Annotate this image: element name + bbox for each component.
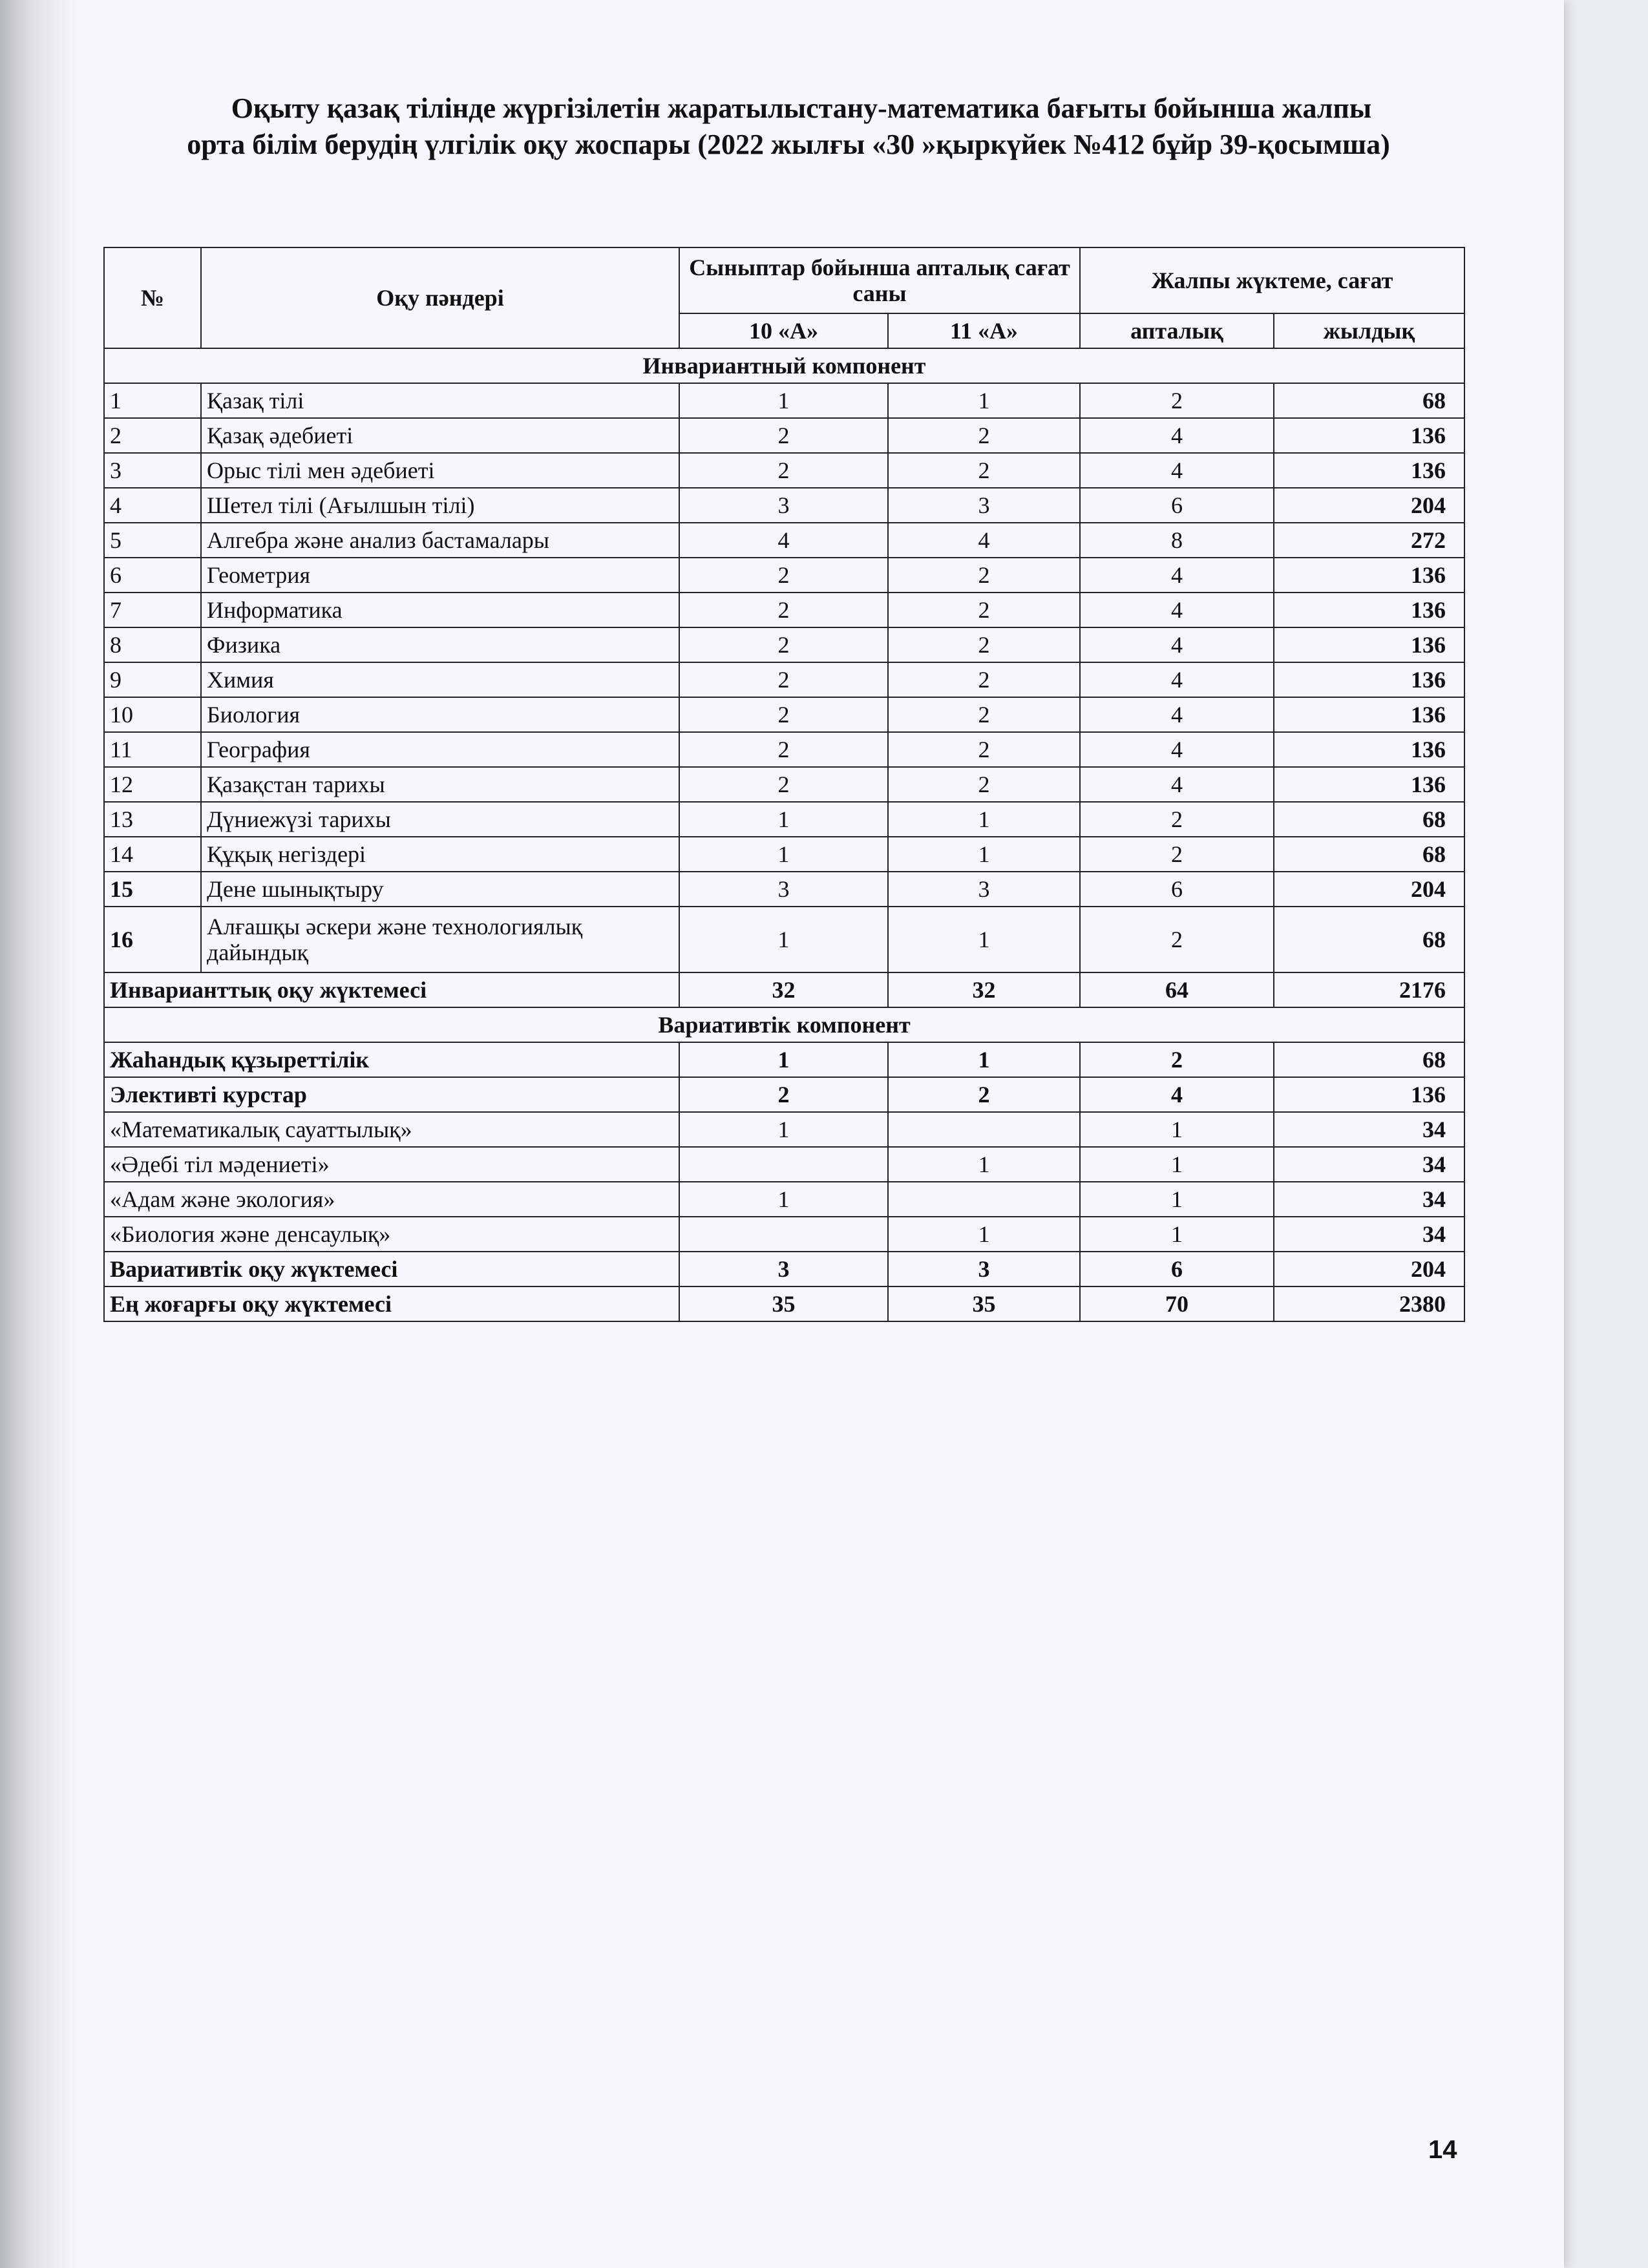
hours-weekly: 4 xyxy=(1080,558,1274,593)
hours-weekly: 1 xyxy=(1080,1182,1274,1217)
hours-yearly: 136 xyxy=(1274,627,1464,662)
row-number: 10 xyxy=(104,697,201,732)
hours-class-11: 4 xyxy=(888,523,1080,558)
hours-weekly: 4 xyxy=(1080,453,1274,488)
table-row xyxy=(104,802,1464,837)
variative-label: «Әдебі тіл мәдениеті» xyxy=(104,1147,679,1182)
total-label: Инварианттық оқу жүктемесі xyxy=(104,972,679,1007)
table-row xyxy=(104,1217,1464,1252)
row-number: 6 xyxy=(104,558,201,593)
total-weekly: 6 xyxy=(1080,1252,1274,1286)
variative-section-row xyxy=(104,1007,1464,1042)
hours-class-10: 1 xyxy=(679,383,888,418)
hours-weekly: 4 xyxy=(1080,697,1274,732)
total-weekly: 64 xyxy=(1080,972,1274,1007)
table-row xyxy=(104,627,1464,662)
hours-yearly: 272 xyxy=(1274,523,1464,558)
hours-class-11: 2 xyxy=(888,593,1080,627)
hours-class-11: 1 xyxy=(888,837,1080,872)
hours-class-11: 2 xyxy=(888,558,1080,593)
table-row xyxy=(104,1182,1464,1217)
table-row xyxy=(104,872,1464,907)
hours-class-11: 2 xyxy=(888,418,1080,453)
hours-class-10: 1 xyxy=(679,1112,888,1147)
hours-class-10: 2 xyxy=(679,593,888,627)
row-number: 13 xyxy=(104,802,201,837)
hours-class-11 xyxy=(888,1112,1080,1147)
hours-yearly: 136 xyxy=(1274,453,1464,488)
subject-name: География xyxy=(201,732,679,767)
subject-name: Шетел тілі (Ағылшын тілі) xyxy=(201,488,679,523)
table-row xyxy=(104,383,1464,418)
hours-class-11: 1 xyxy=(888,1147,1080,1182)
subject-name: Физика xyxy=(201,627,679,662)
hours-yearly: 136 xyxy=(1274,418,1464,453)
total-class-10: 35 xyxy=(679,1286,888,1321)
hours-yearly: 136 xyxy=(1274,558,1464,593)
hours-weekly: 1 xyxy=(1080,1112,1274,1147)
table-row xyxy=(104,488,1464,523)
hours-class-10: 2 xyxy=(679,1077,888,1112)
hours-weekly: 2 xyxy=(1080,802,1274,837)
row-number: 11 xyxy=(104,732,201,767)
hours-weekly: 2 xyxy=(1080,1042,1274,1077)
hours-class-10: 2 xyxy=(679,732,888,767)
hours-yearly: 68 xyxy=(1274,802,1464,837)
row-number: 5 xyxy=(104,523,201,558)
table-row xyxy=(104,593,1464,627)
invariant-total-row xyxy=(104,972,1464,1007)
row-number: 1 xyxy=(104,383,201,418)
row-number: 3 xyxy=(104,453,201,488)
header-subject: Оқу пәндері xyxy=(201,247,679,348)
page-number: 14 xyxy=(1428,2136,1457,2164)
total-class-11: 35 xyxy=(888,1286,1080,1321)
header-class-10: 10 «А» xyxy=(679,313,888,348)
header-weekly-by-class: Сыныптар бойынша апталық сағат саны xyxy=(679,247,1080,313)
hours-weekly: 4 xyxy=(1080,732,1274,767)
subject-name: Дене шынықтыру xyxy=(201,872,679,907)
row-number: 9 xyxy=(104,662,201,697)
hours-class-10: 1 xyxy=(679,1042,888,1077)
row-number: 15 xyxy=(104,872,201,907)
hours-class-11: 1 xyxy=(888,802,1080,837)
hours-class-10: 2 xyxy=(679,418,888,453)
hours-class-11: 2 xyxy=(888,1077,1080,1112)
invariant-section-title: Инвариантный компонент xyxy=(104,348,1464,383)
total-class-11: 3 xyxy=(888,1252,1080,1286)
total-yearly: 2380 xyxy=(1274,1286,1464,1321)
row-number: 12 xyxy=(104,767,201,802)
row-number: 14 xyxy=(104,837,201,872)
header-yearly: жылдық xyxy=(1274,313,1464,348)
hours-class-11: 1 xyxy=(888,907,1080,972)
hours-class-11: 1 xyxy=(888,1217,1080,1252)
hours-class-11: 2 xyxy=(888,453,1080,488)
row-number: 7 xyxy=(104,593,201,627)
hours-yearly: 136 xyxy=(1274,697,1464,732)
hours-class-11: 2 xyxy=(888,767,1080,802)
subject-name: Алғашқы әскери және технологиялық дайындық xyxy=(201,907,679,972)
row-number: 8 xyxy=(104,627,201,662)
variative-label: Элективті курстар xyxy=(104,1077,679,1112)
table-row xyxy=(104,837,1464,872)
hours-yearly: 68 xyxy=(1274,907,1464,972)
max-total-row xyxy=(104,1286,1464,1321)
header-num: № xyxy=(104,247,201,348)
hours-yearly: 68 xyxy=(1274,383,1464,418)
hours-weekly: 6 xyxy=(1080,488,1274,523)
hours-yearly: 136 xyxy=(1274,732,1464,767)
total-class-10: 3 xyxy=(679,1252,888,1286)
hours-weekly: 4 xyxy=(1080,1077,1274,1112)
hours-class-11: 1 xyxy=(888,383,1080,418)
hours-class-11: 2 xyxy=(888,697,1080,732)
hours-yearly: 136 xyxy=(1274,662,1464,697)
hours-weekly: 4 xyxy=(1080,662,1274,697)
hours-weekly: 2 xyxy=(1080,837,1274,872)
table-row xyxy=(104,453,1464,488)
hours-class-10: 2 xyxy=(679,453,888,488)
hours-class-11: 2 xyxy=(888,627,1080,662)
hours-yearly: 34 xyxy=(1274,1147,1464,1182)
hours-weekly: 6 xyxy=(1080,872,1274,907)
hours-class-10: 4 xyxy=(679,523,888,558)
subject-name: Орыс тілі мен әдебиеті xyxy=(201,453,679,488)
scan-shadow xyxy=(0,0,78,2268)
hours-class-10: 2 xyxy=(679,558,888,593)
subject-name: Геометрия xyxy=(201,558,679,593)
hours-yearly: 34 xyxy=(1274,1182,1464,1217)
document-title xyxy=(97,90,1480,163)
total-class-11: 32 xyxy=(888,972,1080,1007)
table-row xyxy=(104,418,1464,453)
total-label: Вариативтік оқу жүктемесі xyxy=(104,1252,679,1286)
hours-weekly: 1 xyxy=(1080,1217,1274,1252)
hours-class-10: 2 xyxy=(679,662,888,697)
subject-name: Алгебра және анализ бастамалары xyxy=(201,523,679,558)
hours-class-10: 3 xyxy=(679,488,888,523)
total-label: Ең жоғарғы оқу жүктемесі xyxy=(104,1286,679,1321)
subject-name: Дүниежүзі тарихы xyxy=(201,802,679,837)
hours-class-11: 2 xyxy=(888,662,1080,697)
table-row xyxy=(104,1112,1464,1147)
total-yearly: 204 xyxy=(1274,1252,1464,1286)
hours-weekly: 2 xyxy=(1080,383,1274,418)
hours-weekly: 2 xyxy=(1080,907,1274,972)
table-body xyxy=(104,348,1464,1321)
header-weekly: апталық xyxy=(1080,313,1274,348)
table-row xyxy=(104,1042,1464,1077)
subject-name: Химия xyxy=(201,662,679,697)
table-row xyxy=(104,1147,1464,1182)
hours-class-10: 2 xyxy=(679,697,888,732)
table-row xyxy=(104,732,1464,767)
total-yearly: 2176 xyxy=(1274,972,1464,1007)
subject-name: Қазақ әдебиеті xyxy=(201,418,679,453)
row-number: 4 xyxy=(104,488,201,523)
variative-total-row xyxy=(104,1252,1464,1286)
hours-class-10: 2 xyxy=(679,627,888,662)
hours-class-11: 3 xyxy=(888,488,1080,523)
table-row xyxy=(104,767,1464,802)
subject-name: Құқық негіздері xyxy=(201,837,679,872)
subject-name: Информатика xyxy=(201,593,679,627)
hours-class-10 xyxy=(679,1147,888,1182)
hours-yearly: 68 xyxy=(1274,1042,1464,1077)
curriculum-table xyxy=(103,247,1465,1322)
hours-class-10: 1 xyxy=(679,802,888,837)
variative-label: Жаһандық құзыреттілік xyxy=(104,1042,679,1077)
title-line-2: орта білім берудің үлгілік оқу жоспары (2022 жылғы «30 »қыркүйек №412 бұйр 39-қосымша) xyxy=(187,129,1390,160)
total-class-10: 32 xyxy=(679,972,888,1007)
hours-yearly: 204 xyxy=(1274,872,1464,907)
hours-class-11: 3 xyxy=(888,872,1080,907)
row-number: 16 xyxy=(104,907,201,972)
hours-class-10: 1 xyxy=(679,837,888,872)
hours-class-10: 1 xyxy=(679,907,888,972)
hours-yearly: 34 xyxy=(1274,1112,1464,1147)
hours-weekly: 4 xyxy=(1080,627,1274,662)
hours-weekly: 4 xyxy=(1080,767,1274,802)
hours-yearly: 68 xyxy=(1274,837,1464,872)
hours-class-10: 1 xyxy=(679,1182,888,1217)
table-row xyxy=(104,523,1464,558)
total-weekly: 70 xyxy=(1080,1286,1274,1321)
table-row xyxy=(104,907,1464,972)
hours-yearly: 136 xyxy=(1274,593,1464,627)
row-number: 2 xyxy=(104,418,201,453)
hours-yearly: 204 xyxy=(1274,488,1464,523)
hours-class-11 xyxy=(888,1182,1080,1217)
title-line-1: Оқыту қазақ тілінде жүргізілетін жаратылыстану-математика бағыты бойынша жалпы xyxy=(231,92,1372,124)
subject-name: Қазақстан тарихы xyxy=(201,767,679,802)
header-class-11: 11 «А» xyxy=(888,313,1080,348)
variative-label: «Биология және денсаулық» xyxy=(104,1217,679,1252)
table-row xyxy=(104,697,1464,732)
hours-weekly: 4 xyxy=(1080,593,1274,627)
header-total-load: Жалпы жүктеме, сағат xyxy=(1080,247,1464,313)
hours-yearly: 136 xyxy=(1274,767,1464,802)
hours-yearly: 136 xyxy=(1274,1077,1464,1112)
table-row xyxy=(104,662,1464,697)
hours-weekly: 1 xyxy=(1080,1147,1274,1182)
variative-label: «Математикалық сауаттылық» xyxy=(104,1112,679,1147)
hours-weekly: 8 xyxy=(1080,523,1274,558)
hours-class-10: 2 xyxy=(679,767,888,802)
variative-section-title: Вариативтік компонент xyxy=(104,1007,1464,1042)
hours-class-10: 3 xyxy=(679,872,888,907)
hours-class-11: 2 xyxy=(888,732,1080,767)
hours-yearly: 34 xyxy=(1274,1217,1464,1252)
table-row xyxy=(104,1077,1464,1112)
table-row xyxy=(104,558,1464,593)
hours-weekly: 4 xyxy=(1080,418,1274,453)
hours-class-10 xyxy=(679,1217,888,1252)
variative-label: «Адам және экология» xyxy=(104,1182,679,1217)
subject-name: Қазақ тілі xyxy=(201,383,679,418)
subject-name: Биология xyxy=(201,697,679,732)
hours-class-11: 1 xyxy=(888,1042,1080,1077)
